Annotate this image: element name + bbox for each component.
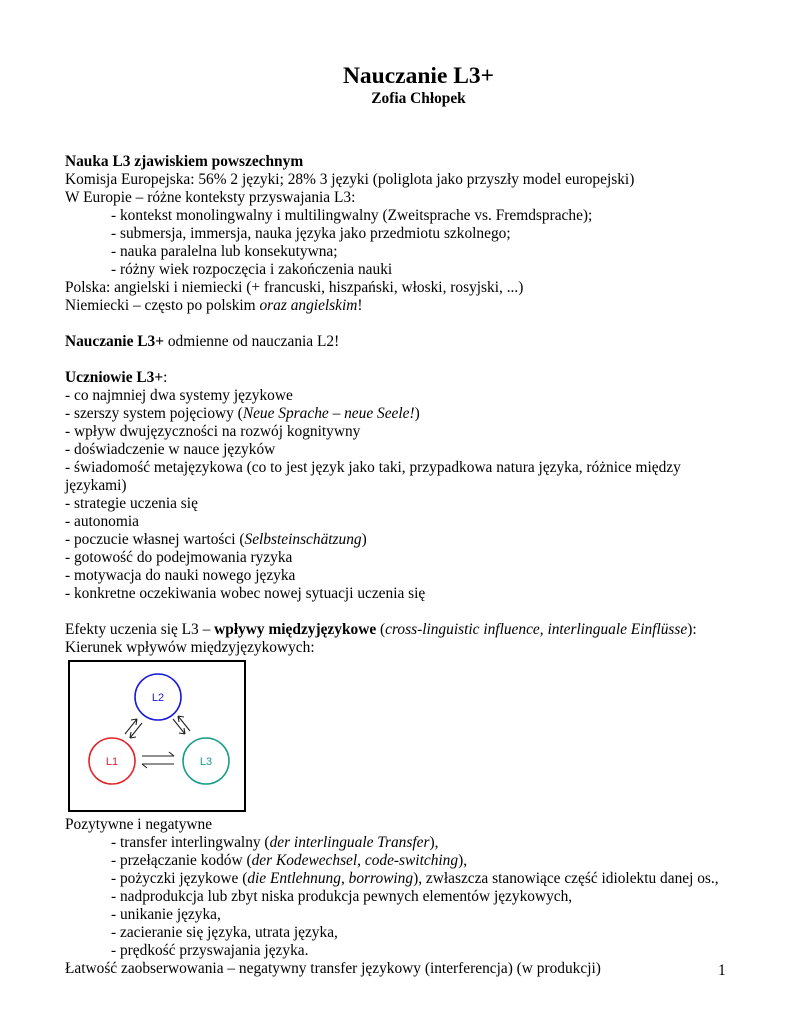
paragraph-commission: Komisja Europejska: 56% 2 języki; 28% 3 języki (poliglota jako przyszły model europejski) <box>65 171 635 188</box>
learners-list <box>65 387 740 603</box>
text-run: : <box>163 369 168 386</box>
text-run: ), <box>429 834 439 851</box>
list-item <box>65 531 740 549</box>
text-run: ) <box>414 405 420 422</box>
list-item: - zacieranie się języka, utrata języka, <box>111 924 740 942</box>
list-item <box>111 870 740 888</box>
paragraph-europe: W Europie – różne konteksty przyswajania L3: <box>65 189 356 206</box>
italic-text: die Entlehnung <box>247 870 341 887</box>
page-number: 1 <box>718 962 726 979</box>
list-item: - kontekst monolingwalny i multilingwalny (Zweitsprache vs. Fremdsprache); <box>111 207 740 225</box>
list-item <box>111 834 740 852</box>
effects-list <box>65 834 740 960</box>
text-run: transfer interlingwalny ( <box>119 834 270 851</box>
document-author: Zofia Chłopek <box>371 90 466 107</box>
list-item: - submersja, immersja, nauka języka jako przedmiotu szkolnego; <box>111 225 740 243</box>
italic-text: Neue Sprache – neue Seele! <box>242 405 415 422</box>
italic-text: borrowing <box>348 870 414 887</box>
text-run: ! <box>357 297 363 314</box>
text-run: poczucie własnej wartości ( <box>73 531 245 548</box>
text-run: odmienne od nauczania L2! <box>163 333 340 350</box>
text-run: Efekty uczenia się L3 – <box>65 621 215 638</box>
text-run: ( <box>376 621 386 638</box>
text-run: , <box>340 870 349 887</box>
paragraph-poland: Polska: angielski i niemiecki (+ francuski, hiszpański, włoski, rosyjski, ...) <box>65 279 524 296</box>
italic-text: der interlinguale Transfer <box>269 834 430 851</box>
text-run: ): <box>687 621 697 638</box>
paragraph-effects <box>65 621 740 639</box>
list-item <box>65 405 740 423</box>
list-item: - wpływ dwujęzyczności na rozwój kognitywny <box>65 423 740 441</box>
list-item: - nauka paralelna lub konsekutywna; <box>111 243 740 261</box>
text-run: Niemiecki – często po polskim <box>65 297 260 314</box>
text-run: ), <box>458 852 468 869</box>
document-page <box>65 62 740 978</box>
italic-text: interlinguale Einflüsse <box>547 621 688 638</box>
arrow-l1-to-l3 <box>142 752 174 756</box>
text-run: , <box>539 621 548 638</box>
paragraph-observability: Łatwość zaobserwowania – negatywny transfer językowy (interferencja) (w produkcji) <box>65 960 601 977</box>
list-item: - świadomość metajęzykowa (co to jest język jako taki, przypadkowa natura języka, różnice między językami) <box>65 459 740 495</box>
text-run: ), zwłaszcza stanowiące część idiolektu danej os., <box>413 870 719 887</box>
bold-text: wpływy międzyjęzykowe <box>214 621 377 638</box>
list-item: - motywacja do nauki nowego języka <box>65 567 740 585</box>
paragraph-german <box>65 297 740 315</box>
paragraph-direction: Kierunek wpływów międzyjęzykowych: <box>65 639 315 656</box>
list-item: - konkretne oczekiwania wobec nowej sytuacji uczenia się <box>65 585 740 603</box>
paragraph-positive-negative: Pozytywne i negatywne <box>65 816 213 833</box>
list-item: - strategie uczenia się <box>65 495 740 513</box>
italic-text: code-switching <box>364 852 459 869</box>
list-item: - unikanie języka, <box>111 906 740 924</box>
list-item: - różny wiek rozpoczęcia i zakończenia nauki <box>111 261 740 279</box>
italic-text: der Kodewechsel <box>251 852 358 869</box>
list-item: - autonomia <box>65 513 740 531</box>
influence-diagram-svg <box>70 662 244 810</box>
contexts-list <box>65 207 740 279</box>
text-run: przełączanie kodów ( <box>119 852 252 869</box>
text-run: ) <box>361 531 367 548</box>
list-item: - nadprodukcja lub zbyt niska produkcja pewnych elementów językowych, <box>111 888 740 906</box>
section-heading-prevalence: Nauka L3 zjawiskiem powszechnym <box>65 153 304 170</box>
l1-label: L1 <box>105 756 119 768</box>
italic-text: oraz angielskim <box>259 297 358 314</box>
section-heading-learners <box>65 369 740 387</box>
influence-diagram <box>68 660 246 812</box>
l2-label: L2 <box>151 692 165 704</box>
list-item: - co najmniej dwa systemy językowe <box>65 387 740 405</box>
l3-label: L3 <box>199 756 213 768</box>
bold-text: Uczniowie L3+ <box>65 369 164 386</box>
italic-text: Selbsteinschätzung <box>244 531 362 548</box>
list-item: - prędkość przyswajania języka. <box>111 942 740 960</box>
list-item: - gotowość do podejmowania ryzyka <box>65 549 740 567</box>
bold-text: Nauczanie L3+ <box>65 333 164 350</box>
arrow-l3-to-l1 <box>142 764 174 768</box>
text-run: , <box>357 852 365 869</box>
text-run: szerszy system pojęciowy ( <box>73 405 243 422</box>
italic-text: cross-linguistic influence <box>385 621 540 638</box>
paragraph-teaching-l3 <box>65 333 740 351</box>
list-item <box>111 852 740 870</box>
text-run: pożyczki językowe ( <box>119 870 248 887</box>
document-title: Nauczanie L3+ <box>342 63 495 89</box>
list-item: - doświadczenie w nauce języków <box>65 441 740 459</box>
